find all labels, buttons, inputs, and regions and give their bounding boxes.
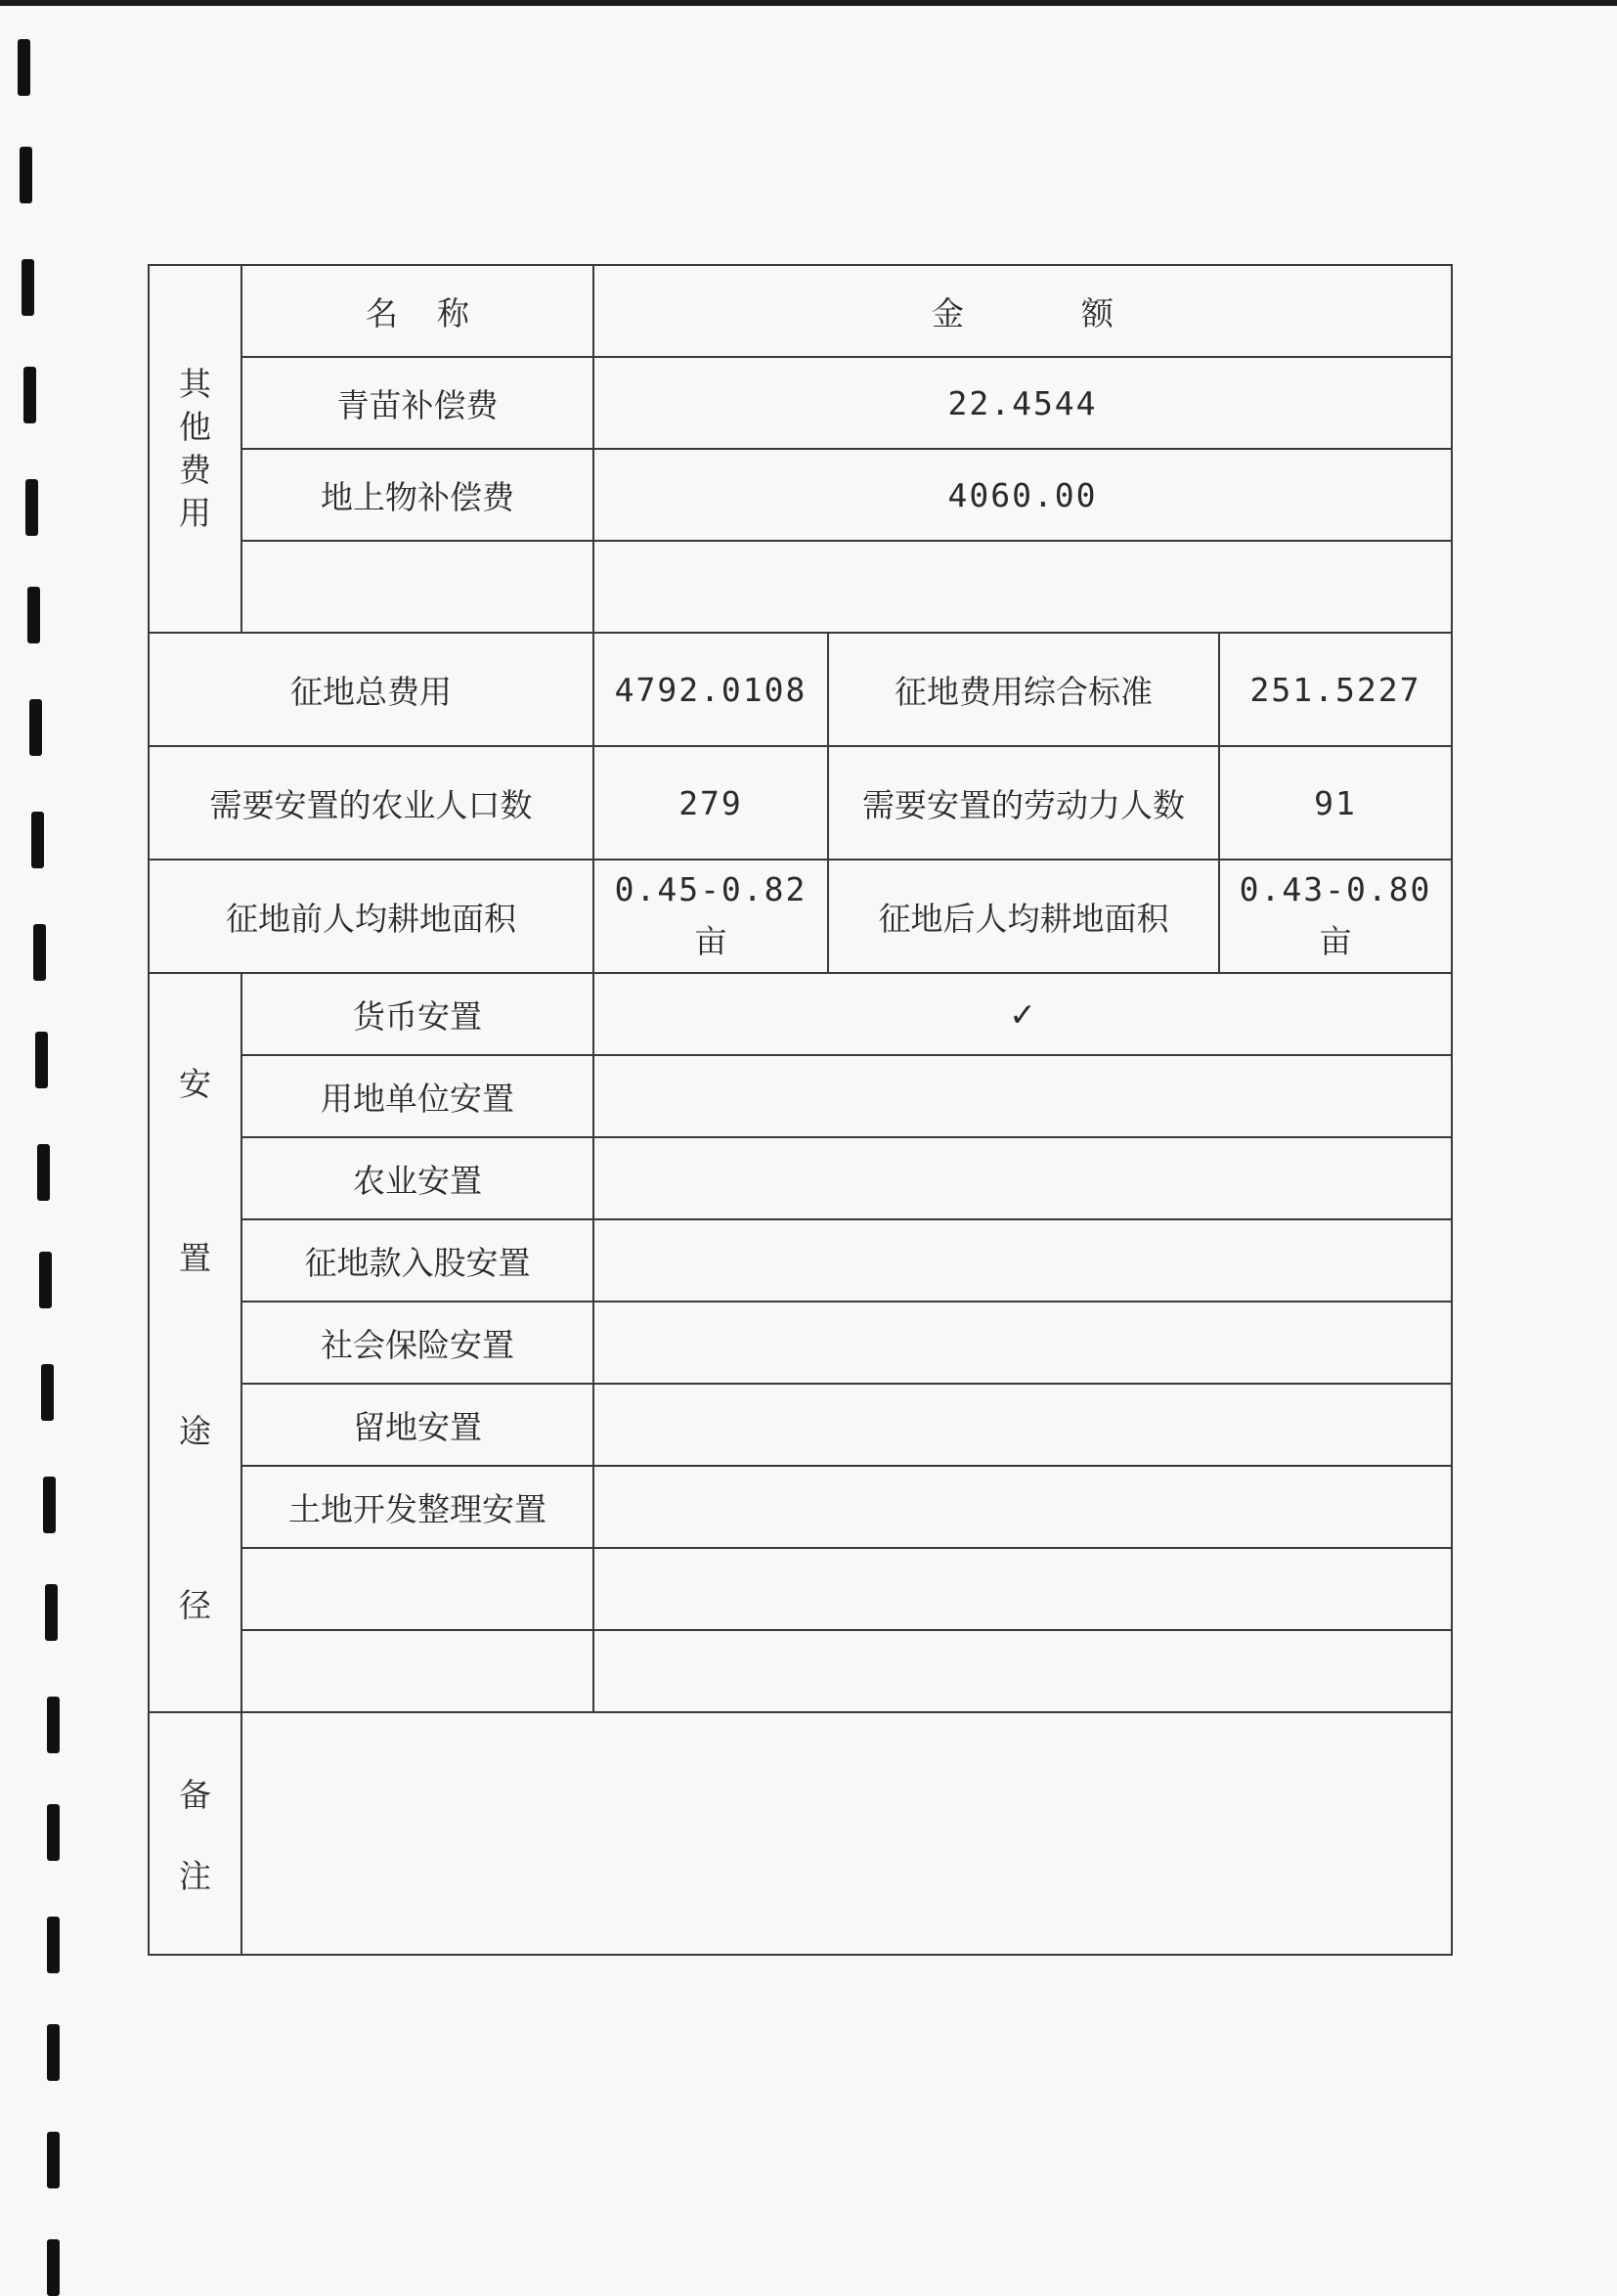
binding-hole bbox=[20, 147, 32, 203]
placement-method-name: 土地开发整理安置 bbox=[241, 1466, 593, 1548]
binding-hole bbox=[25, 479, 38, 536]
placement-section-label bbox=[176, 1059, 215, 1626]
binding-hole bbox=[47, 2024, 60, 2081]
binding-hole bbox=[47, 1917, 60, 1973]
farmland-after-cell bbox=[1219, 860, 1452, 973]
binding-hole bbox=[45, 1584, 58, 1641]
placement-row bbox=[149, 1137, 1452, 1219]
binding-hole bbox=[37, 1144, 50, 1201]
placement-method-name: 社会保险安置 bbox=[241, 1302, 593, 1384]
placement-method-check bbox=[593, 1384, 1452, 1466]
placement-method-check bbox=[593, 1219, 1452, 1302]
fee-amount-cell bbox=[593, 541, 1452, 633]
land-acquisition-form-table bbox=[148, 264, 1453, 1956]
standard-value: 251.5227 bbox=[1219, 633, 1452, 746]
remarks-label-char: 备 bbox=[179, 1776, 211, 1814]
placement-row bbox=[149, 1302, 1452, 1384]
fee-name-cell: 地上物补偿费 bbox=[241, 449, 593, 541]
farmland-before-value: 0.45-0.82 bbox=[614, 870, 808, 908]
placement-method-check bbox=[593, 1630, 1452, 1712]
farmland-before-label: 征地前人均耕地面积 bbox=[149, 860, 593, 973]
binding-hole bbox=[47, 2132, 60, 2188]
remarks-label-char: 注 bbox=[179, 1857, 211, 1895]
placement-row bbox=[149, 1384, 1452, 1466]
agri-population-value: 279 bbox=[593, 746, 828, 860]
placement-row-empty bbox=[149, 1630, 1452, 1712]
placement-method-name: 货币安置 bbox=[241, 973, 593, 1055]
agri-population-label: 需要安置的农业人口数 bbox=[149, 746, 593, 860]
placement-method-check bbox=[593, 1055, 1452, 1137]
other-fees-section-label: 其他费用 bbox=[179, 365, 211, 532]
fee-row bbox=[149, 449, 1452, 541]
placement-row bbox=[149, 973, 1452, 1055]
placement-method-name bbox=[241, 1548, 593, 1630]
placement-method-name: 农业安置 bbox=[241, 1137, 593, 1219]
farmland-area-row bbox=[149, 860, 1452, 973]
remarks-label bbox=[176, 1770, 215, 1897]
placement-method-check bbox=[593, 1137, 1452, 1219]
remarks-content bbox=[241, 1712, 1452, 1955]
farmland-before-cell bbox=[593, 860, 828, 973]
name-header: 名称 bbox=[366, 293, 508, 332]
placement-method-name bbox=[241, 1630, 593, 1712]
total-fee-label: 征地总费用 bbox=[149, 633, 593, 746]
fee-amount-cell: 4060.00 bbox=[593, 449, 1452, 541]
binding-hole bbox=[18, 39, 30, 96]
total-fee-row bbox=[149, 633, 1452, 746]
name-header-cell bbox=[241, 265, 593, 357]
binding-hole bbox=[33, 924, 46, 981]
placement-label-char: 置 bbox=[179, 1238, 211, 1277]
fee-name-cell: 青苗补偿费 bbox=[241, 357, 593, 449]
farmland-before-unit: 亩 bbox=[694, 922, 727, 960]
remarks-label-cell bbox=[149, 1712, 241, 1955]
population-row bbox=[149, 746, 1452, 860]
binding-hole bbox=[29, 699, 42, 756]
page-top-edge bbox=[0, 0, 1617, 6]
binding-hole bbox=[47, 2239, 60, 2296]
fee-row-empty bbox=[149, 541, 1452, 633]
binding-hole bbox=[31, 812, 44, 868]
binding-hole bbox=[35, 1032, 48, 1088]
placement-row bbox=[149, 1466, 1452, 1548]
farmland-after-unit: 亩 bbox=[1319, 922, 1352, 960]
other-fees-header-row bbox=[149, 265, 1452, 357]
amount-header: 金额 bbox=[932, 293, 1232, 332]
binding-hole bbox=[41, 1364, 54, 1421]
placement-label-char: 安 bbox=[179, 1065, 211, 1103]
labor-value: 91 bbox=[1219, 746, 1452, 860]
other-fees-section-label-cell bbox=[149, 265, 241, 633]
remarks-row bbox=[149, 1712, 1452, 1955]
binding-hole bbox=[47, 1804, 60, 1861]
placement-method-name: 征地款入股安置 bbox=[241, 1219, 593, 1302]
binding-hole bbox=[27, 587, 40, 643]
placement-method-check bbox=[593, 1548, 1452, 1630]
fee-name-cell bbox=[241, 541, 593, 633]
placement-method-check: ✓ bbox=[593, 973, 1452, 1055]
binding-holes bbox=[14, 0, 63, 2286]
farmland-after-label: 征地后人均耕地面积 bbox=[828, 860, 1219, 973]
binding-hole bbox=[47, 1697, 60, 1753]
binding-hole bbox=[22, 259, 34, 316]
placement-row bbox=[149, 1219, 1452, 1302]
standard-label: 征地费用综合标准 bbox=[828, 633, 1219, 746]
total-fee-value: 4792.0108 bbox=[593, 633, 828, 746]
amount-header-cell bbox=[593, 265, 1452, 357]
placement-method-check bbox=[593, 1302, 1452, 1384]
fee-row bbox=[149, 357, 1452, 449]
placement-section-label-cell bbox=[149, 973, 241, 1712]
fee-amount-cell: 22.4544 bbox=[593, 357, 1452, 449]
binding-hole bbox=[43, 1477, 56, 1533]
placement-row-empty bbox=[149, 1548, 1452, 1630]
placement-method-check bbox=[593, 1466, 1452, 1548]
placement-method-name: 留地安置 bbox=[241, 1384, 593, 1466]
placement-label-char: 途 bbox=[179, 1412, 211, 1451]
labor-label: 需要安置的劳动力人数 bbox=[828, 746, 1219, 860]
placement-row bbox=[149, 1055, 1452, 1137]
farmland-after-value: 0.43-0.80 bbox=[1239, 870, 1432, 908]
placement-method-name: 用地单位安置 bbox=[241, 1055, 593, 1137]
binding-hole bbox=[39, 1252, 52, 1308]
binding-hole bbox=[23, 367, 36, 423]
placement-label-char: 径 bbox=[179, 1585, 211, 1624]
